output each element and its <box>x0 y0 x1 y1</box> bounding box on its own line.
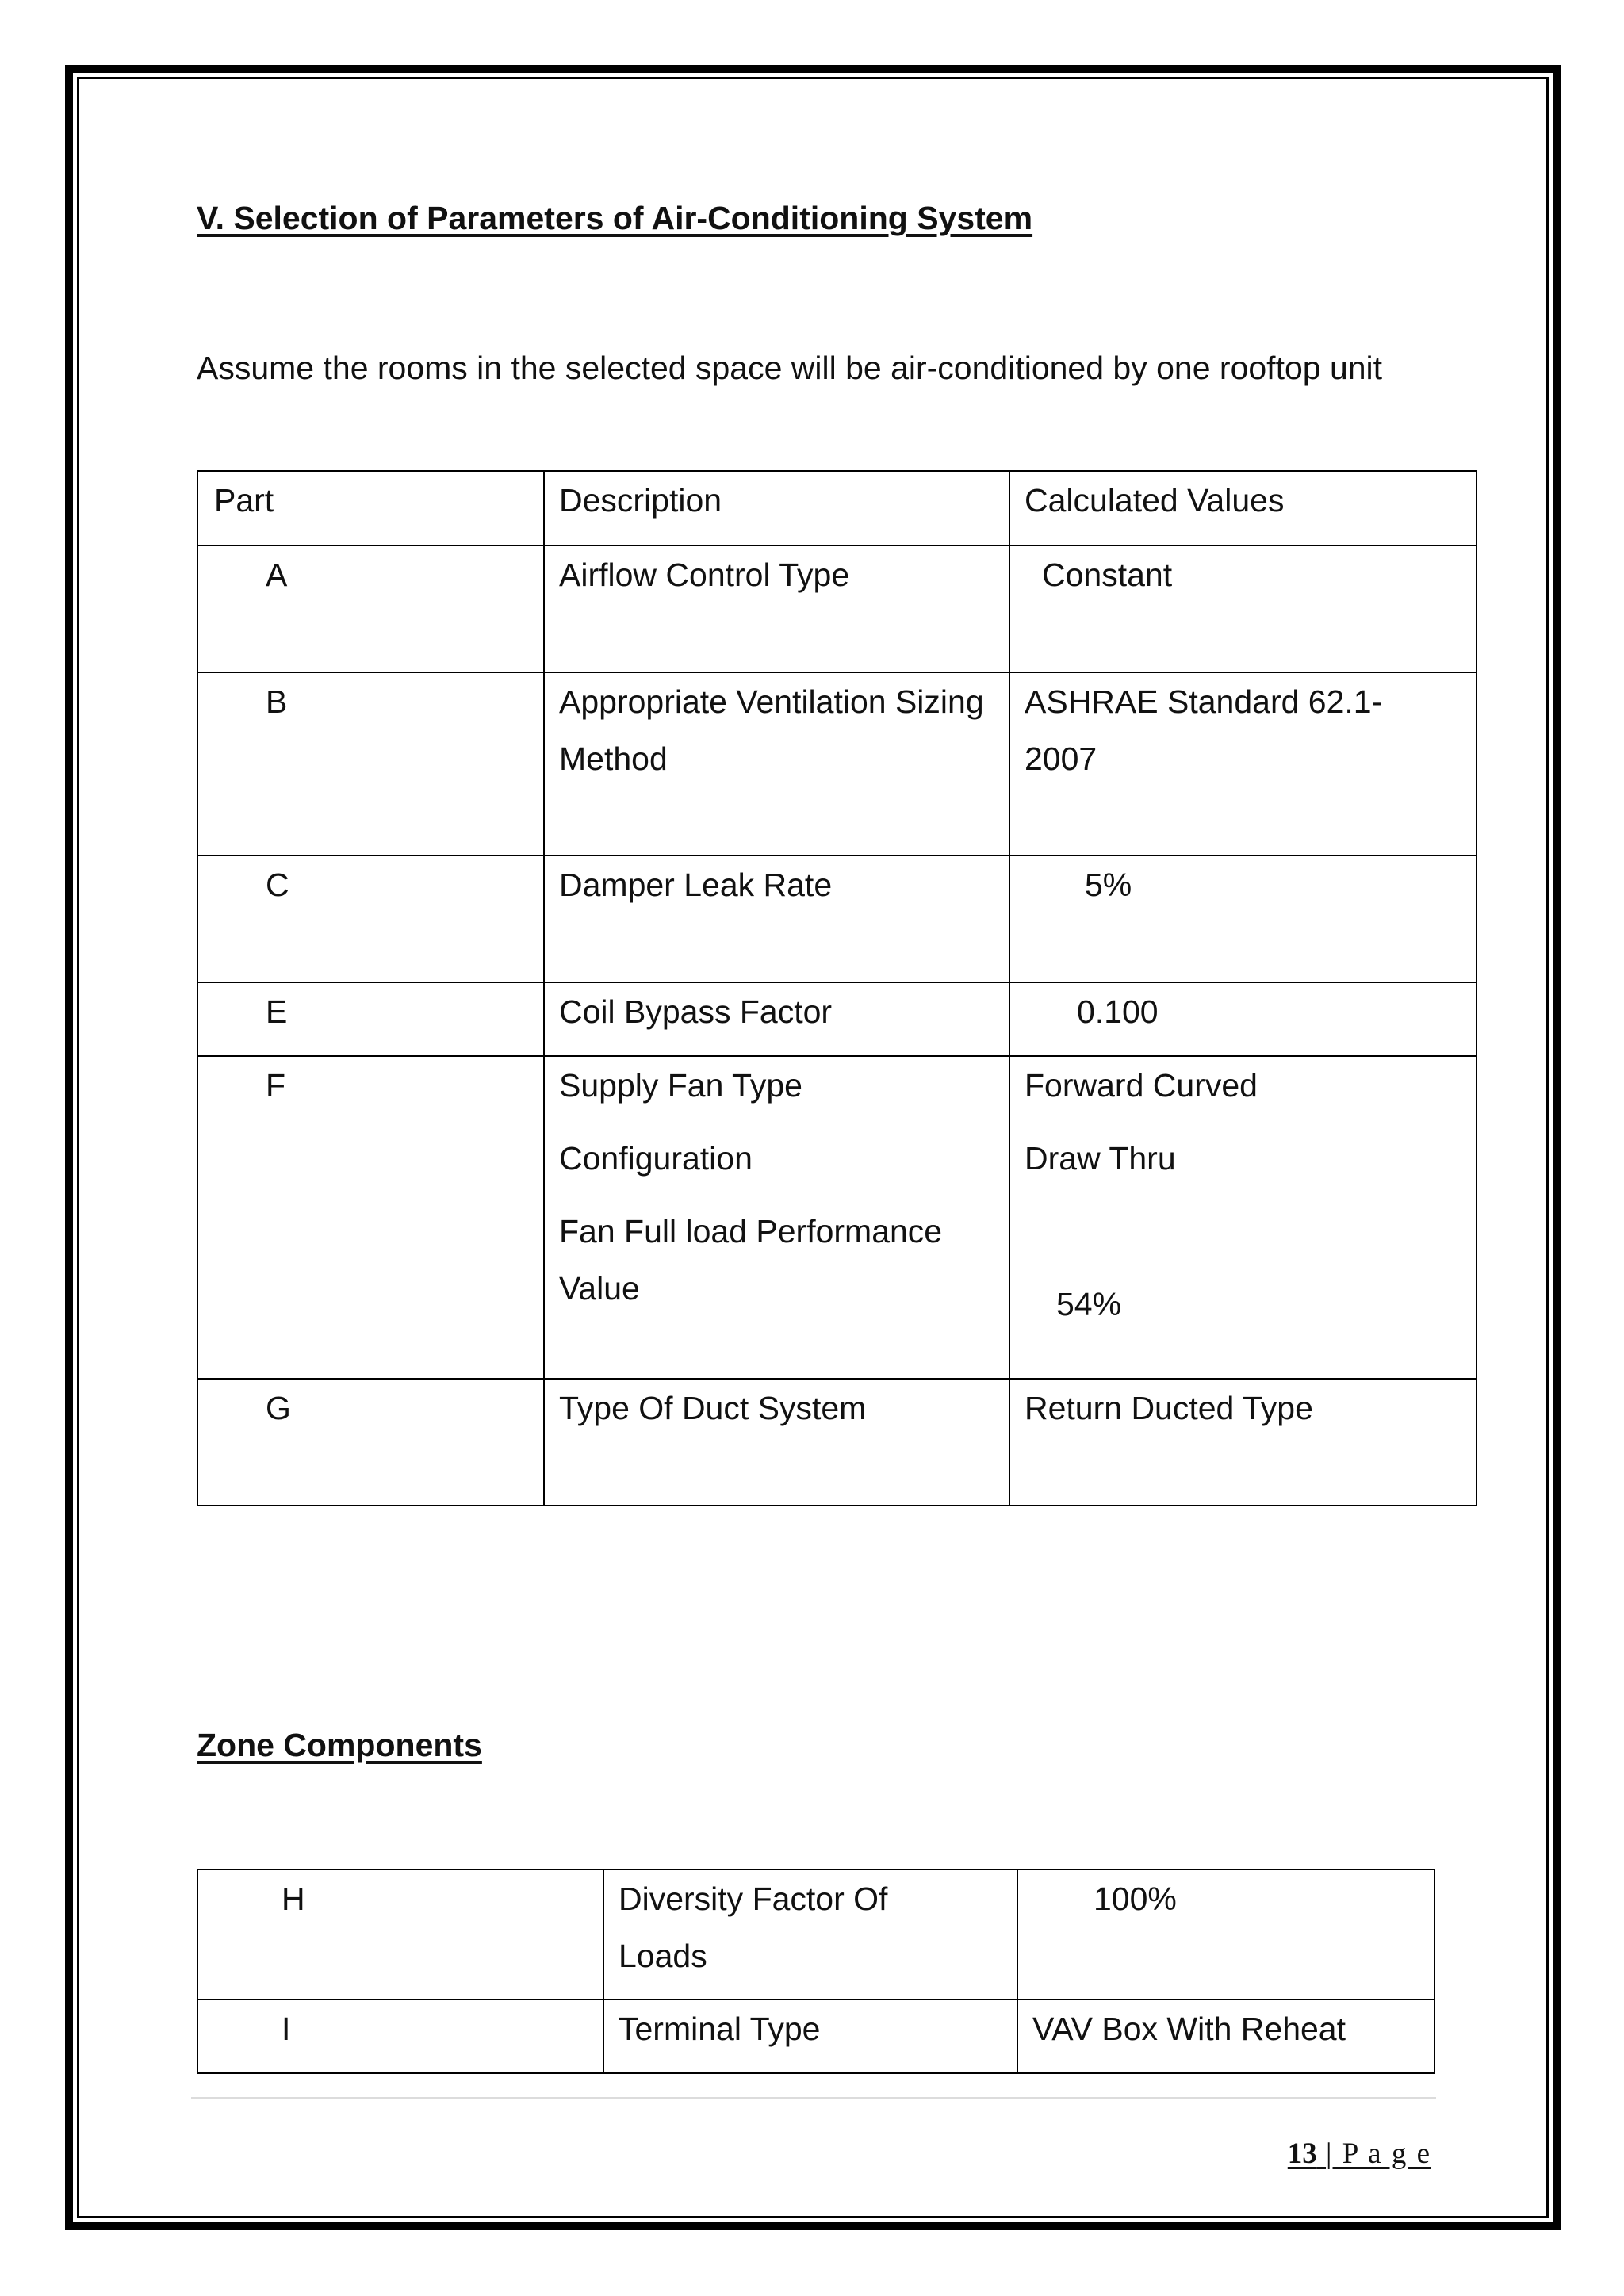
table-row <box>197 545 1477 672</box>
header-part: Part <box>197 471 544 545</box>
part-cell: H <box>197 1869 603 1999</box>
fan-type-label: Supply Fan Type <box>559 1067 802 1104</box>
header-calculated-values: Calculated Values <box>1009 471 1477 545</box>
page-label: | P a g e <box>1326 2137 1431 2170</box>
part-cell: B <box>197 672 544 855</box>
table-row <box>197 672 1477 855</box>
intro-paragraph: Assume the rooms in the selected space will be air-conditioned by one rooftop unit <box>197 350 1383 386</box>
performance-label: Fan Full load Performance Value <box>559 1213 943 1307</box>
table-row <box>197 1379 1477 1506</box>
description-cell: Coil Bypass Factor <box>544 982 1009 1056</box>
zone-components-table <box>197 1869 1435 2074</box>
header-description: Description <box>544 471 1009 545</box>
table-row <box>197 1869 1434 1999</box>
value-cell: VAV Box With Reheat <box>1017 1999 1434 2073</box>
part-cell: E <box>197 982 544 1056</box>
system-parameters-table <box>197 470 1477 1506</box>
value-cell: 5% <box>1009 855 1477 982</box>
table-header-row <box>197 471 1477 545</box>
page-footer <box>1288 2137 1431 2171</box>
table-row <box>197 982 1477 1056</box>
configuration-value: Draw Thru <box>1025 1140 1176 1177</box>
description-cell: Appropriate Ventilation Sizing Method <box>544 672 1009 855</box>
section-title: V. Selection of Parameters of Air-Conditioning System <box>197 200 1033 236</box>
value-cell: Return Ducted Type <box>1009 1379 1477 1506</box>
description-cell: Terminal Type <box>603 1999 1017 2073</box>
description-cell: Type Of Duct System <box>544 1379 1009 1506</box>
table-row <box>197 1999 1434 2073</box>
value-cell <box>1009 1056 1477 1379</box>
description-cell: Damper Leak Rate <box>544 855 1009 982</box>
description-cell <box>544 1056 1009 1379</box>
value-cell: ASHRAE Standard 62.1-2007 <box>1009 672 1477 855</box>
fan-type-value: Forward Curved <box>1025 1067 1258 1104</box>
performance-value: 54% <box>1056 1286 1122 1322</box>
configuration-label: Configuration <box>559 1140 753 1177</box>
description-cell: Diversity Factor Of Loads <box>603 1869 1017 1999</box>
zone-components-title: Zone Components <box>197 1727 482 1763</box>
table-row <box>197 855 1477 982</box>
value-cell: 100% <box>1017 1869 1434 1999</box>
footer-divider <box>191 2097 1436 2099</box>
value-cell: Constant <box>1009 545 1477 672</box>
part-cell: G <box>197 1379 544 1506</box>
part-cell: A <box>197 545 544 672</box>
value-cell: 0.100 <box>1009 982 1477 1056</box>
description-cell: Airflow Control Type <box>544 545 1009 672</box>
page-number: 13 <box>1287 2137 1317 2170</box>
part-cell: F <box>197 1056 544 1379</box>
part-cell: C <box>197 855 544 982</box>
part-cell: I <box>197 1999 603 2073</box>
table-row <box>197 1056 1477 1379</box>
